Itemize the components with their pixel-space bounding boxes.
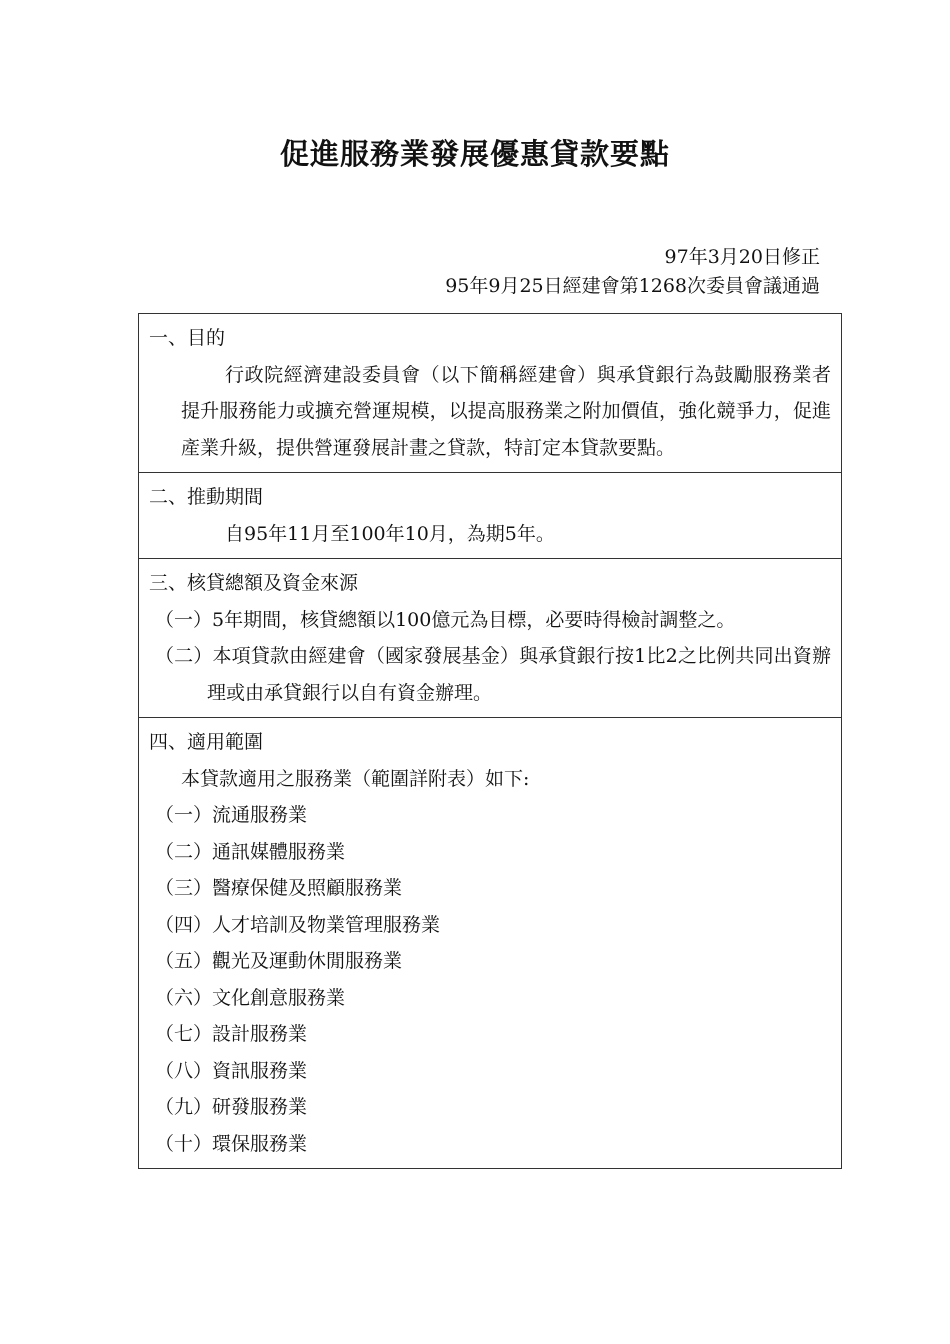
list-item: （四）人才培訓及物業管理服務業 [155, 913, 441, 936]
section-heading: 一、目的 [149, 327, 226, 349]
list-item: （五）觀光及運動休閒服務業 [155, 950, 403, 972]
list-item: （九）研發服務業 [155, 1096, 308, 1118]
page-title: 促進服務業發展優惠貸款要點 [279, 137, 670, 171]
section-purpose [139, 314, 841, 473]
list-item: （三）醫療保健及照顧服務業 [155, 877, 403, 899]
section-scope [139, 718, 841, 1168]
section-heading: 四、適用範圍 [149, 731, 264, 753]
list-item: （十）環保服務業 [155, 1132, 308, 1155]
list-item: （一）流通服務業 [155, 804, 308, 826]
revision-date: 97年3月20日修正 [664, 246, 820, 268]
section-intro: 本貸款適用之服務業（範圍詳附表）如下: [181, 767, 530, 790]
section-body: 行政院經濟建設委員會（以下簡稱經建會）與承貸銀行為鼓勵服務業者提升服務能力或擴充營運規模，以提高服務業之附加價值，強化競爭力，促進產業升級，提供營運發展計畫之貸款，特訂定本貸款要點。 [181, 363, 831, 459]
section-heading: 三、核貸總額及資金來源 [149, 572, 359, 594]
list-item: （六）文化創意服務業 [155, 986, 346, 1009]
list-item: （八）資訊服務業 [155, 1059, 308, 1082]
section-heading: 二、推動期間 [149, 486, 264, 508]
list-item: （一）5年期間，核貸總額以100億元為目標，必要時得檢討調整之。 [155, 608, 736, 631]
list-item: （二）本項貸款由經建會（國家發展基金）與承貸銀行按1比2之比例共同出資辦理或由承貸銀行以自有資金辦理。 [155, 645, 831, 704]
list-item: （七）設計服務業 [155, 1023, 308, 1045]
section-funding [139, 559, 841, 718]
section-period [139, 473, 841, 559]
provisions-table [138, 313, 842, 1169]
list-item: （二）通訊媒體服務業 [155, 840, 346, 863]
approval-note: 95年9月25日經建會第1268次委員會議通過 [445, 275, 820, 297]
section-body: 自95年11月至100年10月，為期5年。 [225, 522, 555, 545]
